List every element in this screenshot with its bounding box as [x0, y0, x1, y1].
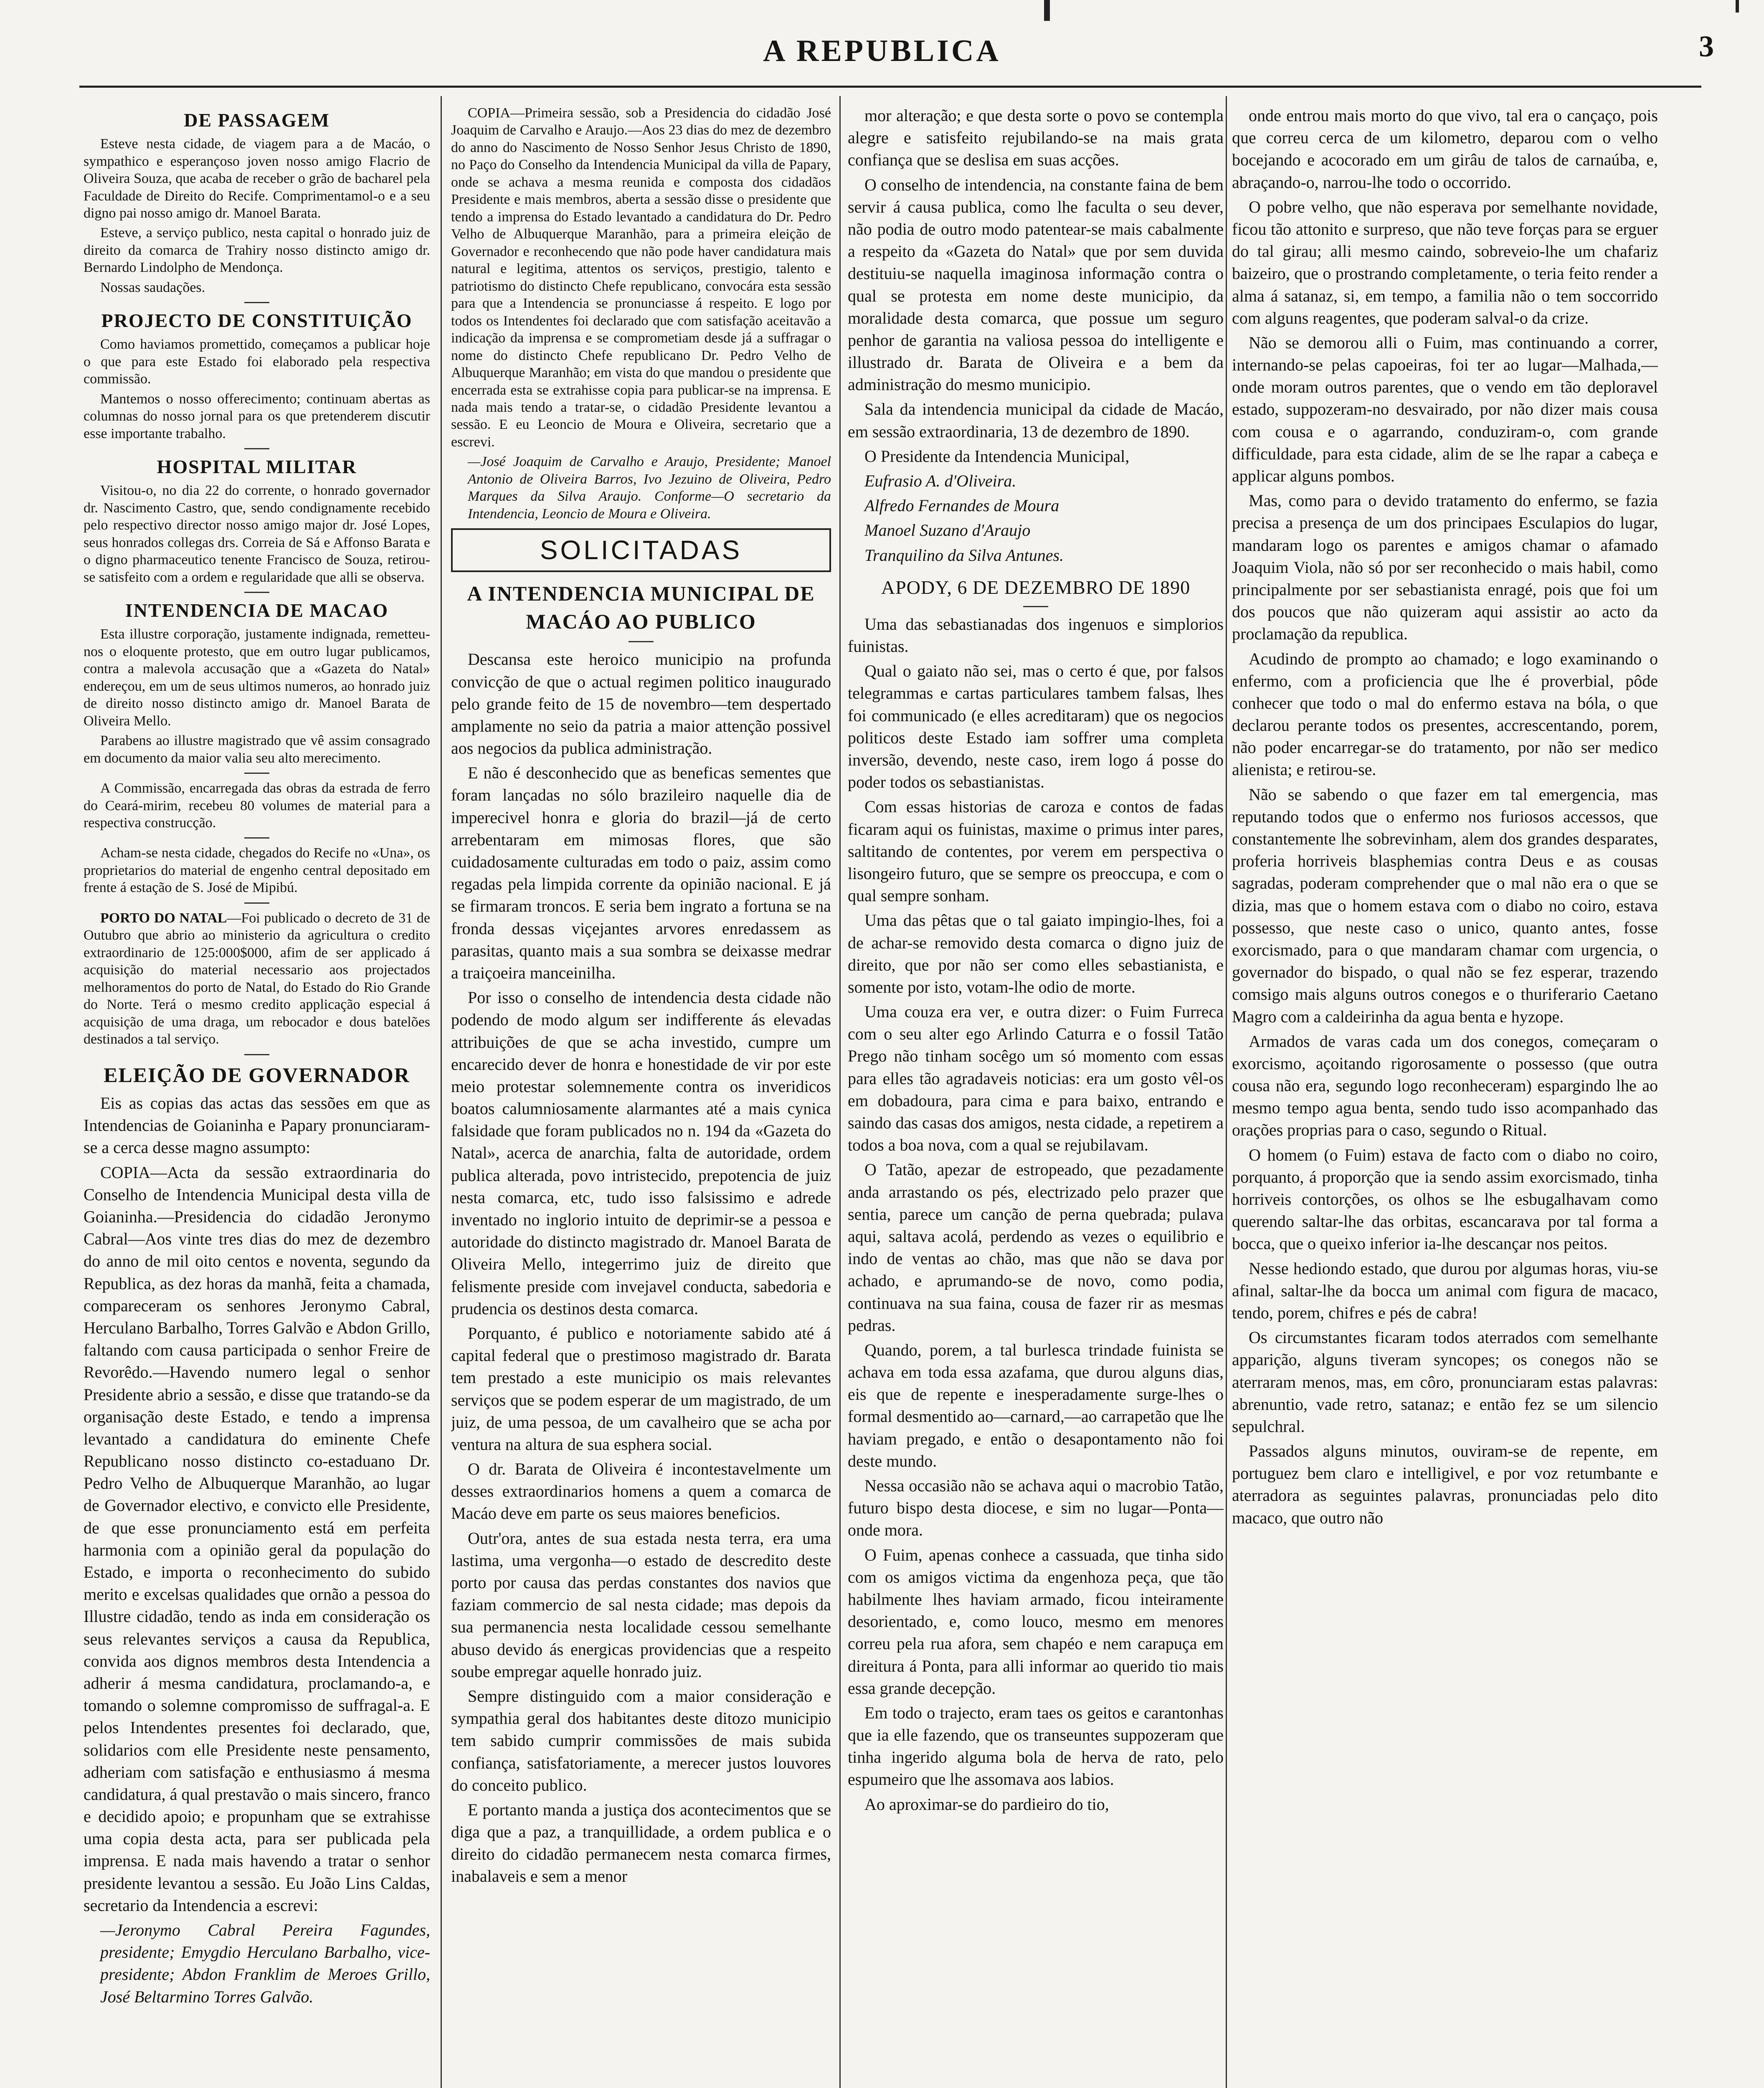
- paragraph: [84, 910, 430, 1048]
- paragraph: onde entrou mais morto do que vivo, tal era o cançaço, pois que correu cerca de um kilometro, deparou com o velho bocejando e acocorado em um girâu de talos de carnaúba, e, abraçando-o, narrou-lhe todo o occorrido.: [1232, 106, 1658, 192]
- newspaper-title: A REPUBLICA: [763, 34, 1001, 68]
- paragraph: Porquanto, é publico e notoriamente sabido até á capital federal que o prestimoso magistrado dr. Barata tem prestado a este municipio os mais relevantes serviços que se podem esperar de um magistrado, de um juiz, de uma pessoa, de um cavalheiro que se acha por ventura na altura de sua esphera social.: [451, 1323, 831, 1454]
- paragraph: Esteve, a serviço publico, nesta capital o honrado juiz de direito da comarca de Trahiry nosso distincto amigo dr. Bernardo Lindolpho de Mendonça.: [84, 225, 430, 276]
- column-4: [1232, 104, 1658, 2088]
- column-1: [84, 104, 430, 2088]
- paragraph-text: —Foi publicado o decreto de 31 de Outubro que abrio ao ministerio da agricultura o credito extraordinario de 125:000$000, afim de ser applicado á acquisição do material necessario aos projectados melhoramentos do porto de Natal, do Estado do Rio Grande do Norte. Terá o mesmo credito applicação especial á acquisição de uma draga, um rebocador e dous batelões destinados a tal serviço.: [84, 910, 430, 1047]
- separator: [244, 902, 269, 904]
- paragraph: Nesse hediondo estado, que durou por algumas horas, viu-se afinal, saltar-lhe da bocca um animal com figura de macaco, tendo, porem, chifres e pés de cabra!: [1232, 1259, 1658, 1322]
- paragraph: Não se demorou alli o Fuim, mas continuando a correr, internando-se pelas capoeiras, foi ter ao lugar—Malhada,—onde moram outros parentes, que o vendo em tão deploravel estado, suppozeram-no desvairado, por não dizer mais cousa com cousa e o agarrando, conduziram-o, com grande difficuldade, para esta cidade, alim de se lhe rapar a cabeça e applicar alguns pombos.: [1232, 333, 1658, 485]
- paragraph: Esteve nesta cidade, de viagem para a de Macáo, o sympathico e esperançoso joven nosso amigo Flacrio de Oliveira Souza, que acaba de receber o grão de bacharel pela Faculdade de Direito do Recife. Comprimentamol-o e a seu digno pai nosso amigo dr. Manoel Barata.: [84, 136, 430, 221]
- signature: Tranquilino da Silva Antunes.: [864, 545, 1064, 565]
- paragraph: Por isso o conselho de intendencia desta cidade não podendo de modo algum ser indifferente ás elevadas attribuições de que se acha investido, cumpre um encarecido dever de honra e honestidade de vir por este meio protestar solemnemente contra os inveridicos boatos calumniosamente alarmantes até a mais cynica falsidade que foram publicados no n. 194 da «Gazeta do Natal», acerca de anarchia, falta de autoridade, ordem publica alterada, povo intristecido, prepotencia de juiz nesta comarca, etc, tudo isso falsissimo e adrede inventado no inglorio intuito de deprimir-se a pessoa e autoridade do distincto magistrado dr. Manoel Barata de Oliveira Mello, integerrimo juiz de direito que felismente preside com invejavel conducta, sabedoria e prudencia os destinos desta comarca.: [451, 988, 831, 1318]
- paragraph: Como haviamos promettido, começamos a publicar hoje o que para este Estado foi elaborado pela respectiva commissão.: [84, 337, 430, 387]
- separator: [244, 302, 269, 303]
- section-title: DE PASSAGEM: [184, 109, 330, 131]
- paragraph: COPIA—Acta da sessão extraordinaria do Conselho de Intendencia Municipal desta villa de Goianinha.—Presidencia do cidadão Jeronymo Cabral—Aos vinte tres dias do mez de dezembro do anno de mil oito centos e noventa, segundo da Republica, as dez horas da manhã, feita a chamada, compareceram os senhores Jeronymo Cabral, Herculano Barbalho, Torres Galvão e Abdon Grillo, faltando com causa participada o senhor Freire de Revorêdo.—Havendo numero legal o senhor Presidente abrio a sessão, e disse que tratando-se da organisação deste Estado, e tendo a imprensa levantado a candidatura do eminente Chefe Republicano nosso distincto co-estaduano Dr. Pedro Velho de Albuquerque Maranhão, ao lugar de Governador electivo, e convicto elle Presidente, de que esse pronunciamento está em perfeita harmonia com a opinião geral da população do Estado, e importa o reconhecimento do subido merito e excelsas qualidades que ornão a pessoa do Illustre cidadão, tendo as inda em consideração os seus relevantes serviços a causa da Republica, convida aos dignos membros desta Intendencia a adherir á mesma candidatura, proclamando-a, e tomando o solemne compromisso de suffragal-a. E pelos Intendentes presentes foi declarado, que, solidarios com elle Presidente neste pensamento, adheriam com satisfação e enthusiasmo á mesma candidatura, á qual prestavão o mais sincero, franco e decidido apoio; e propunham que se extrahisse uma copia desta acta, para ser publicada pela imprensa. E nada mais havendo a tratar o senhor presidente levantou a sessão. Eu João Lins Caldas, secretario da Intendencia a escrevi:: [84, 1163, 430, 1915]
- paragraph: Sala da intendencia municipal da cidade de Macáo, em sessão extraordinaria, 13 de dezembro de 1890.: [848, 400, 1224, 441]
- signature: Alfredo Fernandes de Moura: [864, 496, 1059, 515]
- paragraph: Eis as copias das actas das sessões em que as Intendencias de Goianinha e Papary pronunciaram-se a cerca desse magno assumpto:: [84, 1094, 430, 1157]
- paragraph: Uma das sebastianadas dos ingenuos e simplorios fuinistas.: [848, 614, 1224, 656]
- paragraph: Acham-se nesta cidade, chegados do Recife no «Una», os proprietarios do material de engenho central depositado em frente á estação de S. José de Mipibú.: [84, 845, 430, 896]
- scan-mark: [1044, 0, 1050, 21]
- paragraph: O Presidente da Intendencia Municipal,: [864, 446, 1130, 466]
- section-title: HOSPITAL MILITAR: [157, 456, 357, 478]
- paragraph: Uma das pêtas que o tal gaiato impingio-lhes, foi a de achar-se removido desta comarca o digno juiz de direito, que por não ser como elles sebastianista, e somente por isto, votam-lhe odio de morte.: [848, 911, 1224, 996]
- paragraph: Uma couza era ver, e outra dizer: o Fuim Furreca com o seu alter ego Arlindo Caturra e o fossil Tatão Prego não tinham socêgo um só momento com essas para elles tão agradaveis noticias: era um gosto vêl-os em dobadoura, para cima e para baixo, entrando e saindo das casas dos amigos, nesta cidade, a repetirem a todos a boa nova, com a qual se rejubilavam.: [848, 1002, 1224, 1155]
- paragraph: Visitou-o, no dia 22 do corrente, o honrado governador dr. Nascimento Castro, que, sendo condignamente recebido pelo respectivo director nosso amigo major dr. José Lopes, seus honrados collegas drs. Correia de Sá e Affonso Barata e o digno pharmaceutico tenente Francisco de Souza, retirou-se satisfeito com a ordem e regularidade que alli se observa.: [84, 483, 430, 585]
- separator: [244, 773, 269, 774]
- paragraph: Qual o gaiato não sei, mas o certo é que, por falsos telegrammas e cartas particulares tambem falsas, lhes foi communicado (e elles acreditaram) que os negocios politicos deste Estado iam soffrer uma completa inversão, devendo, neste caso, irem logo á posse do poder todos os sebastianistas.: [848, 661, 1224, 792]
- paragraph: O Tatão, apezar de estropeado, que pezadamente anda arrastando os pés, electrizado pelo prazer que sentia, parece um canção de perna quebrada; pulava aqui, saltava acolá, perdendo as vezes o equilibrio e indo de ventas ao chão, mas que não se dava por achado, e aprumando-se de novo, como podia, continuava na sua faina, cousa de fazer rir as mesmas pedras.: [848, 1160, 1224, 1335]
- paragraph: O homem (o Fuim) estava de facto com o diabo no coiro, porquanto, á proporção que ia sendo assim exorcismado, tinha horriveis contorções, os olhos se lhe esbugalhavam como querendo saltar-lhe das orbitas, escancarava por tal forma a bocca, que o queixo inferior ia-lhe descançar nos peitos.: [1232, 1145, 1658, 1253]
- paragraph: Nessa occasião não se achava aqui o macrobio Tatão, futuro bispo desta diocese, e sim no lugar—Ponta—onde mora.: [848, 1476, 1224, 1540]
- paragraph: O Fuim, apenas conhece a cassuada, que tinha sido com os amigos victima da engenhoza peça, que tão habilmente lhes haviam armado, ficou inteiramente desorientado, e, como louco, mesmo em menores correu pela rua afora, sem chapéo e nem carapuça em direitura á Ponta, para alli informar ao querido tio mais essa grande decepção.: [848, 1545, 1224, 1698]
- header-rule: [79, 86, 1701, 88]
- section-title: ELEIÇÃO DE GOVERNADOR: [104, 1063, 410, 1087]
- paragraph: A Commissão, encarregada das obras da estrada de ferro do Ceará-mirim, recebeu 80 volumes de material para a respectiva construcção.: [84, 780, 430, 831]
- column-rule: [839, 96, 841, 2088]
- section-banner: SOLICITADAS: [451, 528, 831, 572]
- paragraph: Mas, como para o devido tratamento do enfermo, se fazia precisa a presença de um dos principaes Esculapios do lugar, mandaram logo os parentes e amigos chamar o afamado Joaquim Viola, não só por ser reconhecido o mais habil, como principalmente por ser sebastianista enragé, pois que foi um dos poucos que não quizeram aqui assistir ao acto da proclamação da republica.: [1232, 491, 1658, 644]
- separator: [244, 1054, 269, 1055]
- paragraph: Sempre distinguido com a maior consideração e sympathia geral dos habitantes deste ditozo municipio tem sabido cumprir commissões de mais subida confiança, satisfatoriamente, a merecer justos louvores do conceito publico.: [451, 1686, 831, 1794]
- paragraph: Descansa este heroico municipio na profunda convicção de que o actual regimen politico inaugurado pelo grande feito de 15 de novembro—tem despertado amplamente no seio da patria a maior attenção possivel aos negocios da publica administração.: [451, 650, 831, 758]
- separator: [244, 592, 269, 593]
- paragraph: E portanto manda a justiça dos acontecimentos que se diga que a paz, a tranquillidade, a ordem publica e o direito do cidadão permanecem nesta comarca firmes, inabalaveis e sem a menor: [451, 1800, 831, 1886]
- section-title: INTENDENCIA DE MACAO: [125, 600, 389, 621]
- paragraph: Parabens ao illustre magistrado que vê assim consagrado em documento da maior valia seu alto merecimento.: [84, 733, 430, 766]
- article-title: A INTENDENCIA MUNICIPAL DE MACÁO AO PUBLICO: [467, 582, 815, 633]
- paragraph: Esta illustre corporação, justamente indignada, remetteu-nos o eloquente protesto, que em outro lugar publicamos, contra a malevola accusação que a «Gazeta do Natal» endereçou, em um de seus ultimos numeros, ao honrado juiz de direito nosso distincto amigo dr. Manoel Barata de Oliveira Mello.: [84, 626, 430, 729]
- paragraph: Com essas historias de caroza e contos de fadas ficaram aqui os fuinistas, maxime o primus inter pares, saltitando de contentes, por verem em perspectiva o lisongeiro futuro, que se sempre os preoccupa, e com o qual sempre sonham.: [848, 797, 1224, 905]
- paragraph: Outr'ora, antes de sua estada nesta terra, era uma lastima, uma vergonha—o estado de descredito deste porto por causa das perdas constantes dos navios que faziam commercio de sal nesta cidade; mas depois da sua permanencia nesta localidade cessou semelhante abuso devido ás energicas providencias que a respeito soube empregar aquelle honrado juiz.: [451, 1528, 831, 1681]
- signature: Manoel Suzano d'Araujo: [864, 521, 1031, 540]
- column-rule: [1226, 96, 1227, 2088]
- paragraph: Não se sabendo o que fazer em tal emergencia, mas reputando todos que o enfermo nos furiosos accessos, que constantemente lhe sobrevinham, alem dos grandes desparates, proferia horriveis blasphemias contra Deus e as cousas sagradas, poderam comprehender que o mal não era o que se dizia, mas que o homem estava com o diabo no coiro, estava possesso, que neste caso o unico, quanto antes, fosse exorcismado, para o que mandaram chamar com urgencia, o governador do bispado, o qual não se fez esperar, trazendo comsigo mais alguns outros conegos e o thuriferario Caetano Magro com a caldeirinha da agua benta e hyzope.: [1232, 785, 1658, 1026]
- paragraph: Mantemos o nosso offerecimento; continuam abertas as columnas do nosso jornal para os que pretenderem discutir esse importante trabalho.: [84, 391, 430, 441]
- page-number: 3: [1699, 30, 1714, 63]
- scan-mark: [1736, 0, 1739, 13]
- paragraph: O conselho de intendencia, na constante faina de bem servir á causa publica, como lhe faculta o seu dever, não podia de outro modo patentear-se mais cabalmente a respeito da «Gazeta do Natal» que por sem duvida destituiu-se naquella imaginosa informação contra o qual se protesta em nome deste municipio, da moralidade desta comarca, que possue um seguro penhor de garantia na valiosa pessoa do intelligente e illustrado dr. Barata de Oliveira e a bem da administração do mesmo municipio.: [848, 175, 1224, 394]
- paragraph: O pobre velho, que não esperava por semelhante novidade, ficou tão attonito e surpreso, que não teve forças para se erguer do tal girau; alli mesmo caindo, sobreveio-lhe um chafariz baizeiro, que o prostrando completamente, o teria feito render a alma á satanaz, si, em tempo, a familia não o tem soccorrido com alguns reagentes, que poderam salval-o da crize.: [1232, 197, 1658, 327]
- paragraph: Quando, porem, a tal burlesca trindade fuinista se achava em toda essa azafama, que durou alguns dias, eis que de repente e inesperadamente surge-lhes o formal desmentido ao—carnard,—ao carrapetão que lhe haviam pregado, e então o desapontamento não foi deste mundo.: [848, 1340, 1224, 1470]
- column-2: [451, 104, 831, 2088]
- paragraph: Em todo o trajecto, eram taes os geitos e carantonhas que ia elle fazendo, que os transeuntes suppozeram que tinha ingerido alguma bola de herva de rato, pelo espumeiro que lhe assomava aos labios.: [848, 1703, 1224, 1789]
- paragraph: Nossas saudações.: [100, 279, 205, 295]
- paragraph: O dr. Barata de Oliveira é incontestavelmente um desses extraordinarios homens a quem a comarca de Macáo deve em parte os seus maiores beneficios.: [451, 1460, 831, 1523]
- paragraph: Os circumstantes ficaram todos aterrados com semelhante apparição, alguns tiveram syncopes; os conegos não se aterraram menos, mas, em côro, pronunciaram estas palavras: abrenuntio, vade retro, satanaz; e então fez se um silencio sepulchral.: [1232, 1328, 1658, 1436]
- masthead: [0, 0, 1764, 88]
- column-rule: [441, 96, 442, 2088]
- paragraph: mor alteração; e que desta sorte o povo se contempla alegre e satisfeito rejubilando-se na mais grata confiança que se deslisa em suas acções.: [848, 106, 1224, 170]
- separator: [629, 641, 654, 642]
- signatures: —José Joaquim de Carvalho e Araujo, Presidente; Manoel Antonio de Oliveira Barros, Ivo Jezuino de Oliveira, Pedro Marques da Silva Araujo. Conforme—O secretario da Intendencia, Leoncio de Moura e Oliveira.: [468, 454, 831, 522]
- separator: [1023, 606, 1048, 607]
- paragraph: E não é desconhecido que as beneficas sementes que foram lançadas no sólo brazileiro naquelle dia de imperecivel honra e gloria do brazil—já de certo arrebentaram em mimosas flores, que são cuidadosamente culturadas em todo o paiz, assim como regadas pela limpida corrente da opinião nacional. E já se firmaram troncos. E seria bem ingrato a fortuna se na fronda dessas viçejantes arvores enredassem as parasitas, quanto mais a sua sombra se deixasse medrar a traiçoeira manceinilha.: [451, 763, 831, 982]
- paragraph: Armados de varas cada um dos conegos, começaram o exorcismo, açoitando rigorosamente o possesso (que outra cousa não era, segundo logo reconheceram) espargindo lhe ao mesmo tempo agua benta, sendo tudo isso acompanhado das orações proprias para o caso, segundo o Ritual.: [1232, 1031, 1658, 1140]
- separator: [244, 837, 269, 839]
- signatures: —Jeronymo Cabral Pereira Fagundes, presidente; Emygdio Herculano Barbalho, vice-presidente; Abdon Franklim de Meroes Grillo, José Beltarmino Torres Galvão.: [100, 1921, 430, 2006]
- paragraph: COPIA—Primeira sessão, sob a Presidencia do cidadão José Joaquim de Carvalho e Araujo.—Aos 23 dias do mez de dezembro do anno do Nascimento de Nosso Senhor Jesus Christo de 1890, no Paço do Conselho da Intendencia Municipal da villa de Papary, onde se achava a mesma reunida e composta dos cidadãos Presidente e mais membros, aberta a sessão disse o presidente que tendo a imprensa do Estado levantado a candidatura do Dr. Pedro Velho de Albuquerque Maranhão, para a primeira eleição de Governador e reconhecendo que não pode haver candidatura mais natural e legitima, attentos os serviços, prestigio, talento e patriotismo do distincto Chefe republicano, convocára esta sessão para que a Intendencia se pronunciasse á respeito. E logo por todos os Intendentes foi declarado que com satisfação aceitavão a indicação da imprensa e se comprometiam desde já a suffragar o nome do distincto Chefe republicano Dr. Pedro Velho de Albuquerque Maranhão; em vista do que mandou o presidente que encerrada esta se extrahisse copia para publicar-se na imprensa. E nada mais tendo a tratar-se, o cidadão Presidente levantou a sessão. E eu Leoncio de Moura e Oliveira, secretario que a escrevi.: [451, 105, 831, 450]
- paragraph: Passados alguns minutos, ouviram-se de repente, em portuguez bem claro e intelligivel, e por voz retumbante e aterradora as seguintes palavras, pronunciadas pelo dito macaco, que outro não: [1232, 1442, 1658, 1527]
- separator: [244, 448, 269, 449]
- paragraph: Acudindo de prompto ao chamado; e logo examinando o enfermo, com a proficiencia que lhe é proverbial, pôde conhecer que todo o mal do enfermo estava na bóla, o que declarou perante todos os presentes, accrescentando, porem, não poder encarregar-se do tratamento, por não ser medico alienista; e retirou-se.: [1232, 649, 1658, 779]
- section-title: PORTO DO NATAL: [100, 910, 227, 926]
- article-dateline: APODY, 6 DE DEZEMBRO DE 1890: [881, 576, 1191, 598]
- column-3: [848, 104, 1224, 2088]
- signature: Eufrasio A. d'Oliveira.: [864, 471, 1016, 490]
- paragraph: Ao aproximar-se do pardieiro do tio,: [864, 1794, 1109, 1814]
- section-title: PROJECTO DE CONSTITUIÇÃO: [101, 310, 413, 332]
